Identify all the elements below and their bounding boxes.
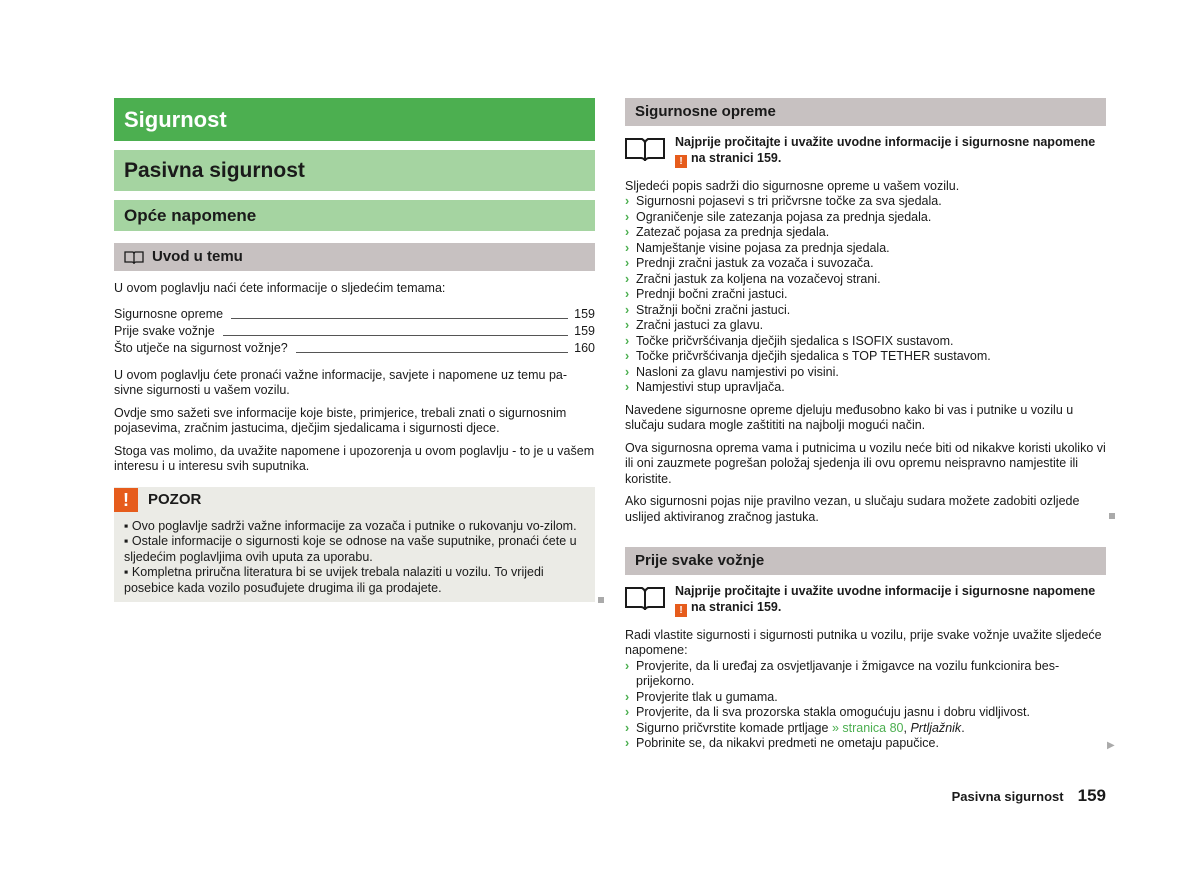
chevron-right-icon: ›: [625, 225, 630, 239]
intro-text: U ovom poglavlju naći ćete informacije o sljedećim temama:: [114, 281, 446, 295]
intro-heading: Uvod u temu: [152, 248, 243, 265]
intro-heading-bar: [114, 243, 595, 271]
section-title: Pasivna sigurnost: [114, 150, 595, 191]
book-icon: [625, 584, 665, 610]
list-item: › Zatezač pojasa za prednja sjedala.: [625, 225, 830, 239]
toc-page: 159: [574, 306, 595, 321]
section-heading: Sigurnosne opreme: [635, 103, 776, 120]
list-item: › Namjestivi stup upravljača.: [625, 380, 785, 394]
chevron-right-icon: ›: [625, 302, 630, 317]
continue-arrow-icon: ▶: [1107, 740, 1115, 751]
warning-icon: !: [114, 488, 138, 512]
chevron-right-icon: ›: [625, 380, 630, 394]
chevron-right-icon: ›: [625, 736, 630, 750]
section-end-marker: [1109, 513, 1115, 519]
chevron-right-icon: ›: [625, 720, 630, 735]
list-item: › Stražnji bočni zračni jastuci.: [625, 302, 791, 317]
paragraph: Ako sigurnosni pojas nije pravilno vezan, u slučaju sudara možete zadobiti ozljede uslijed aktiviranog zračnog jastuka.: [625, 494, 1080, 524]
warning-item: ▪ Ostale informacije o sigurnosti koje se odnose na vaše suputnike, pronaći ćete u sljedećim poglavljima ovih uputa za uporabu.: [124, 534, 577, 564]
chapter-ref: Prtljažnik: [910, 720, 962, 735]
list-item: › Prednji bočni zračni jastuci.: [625, 287, 788, 301]
toc-row[interactable]: [114, 323, 595, 340]
safety-notice: [625, 584, 1106, 617]
chevron-right-icon: ›: [625, 209, 630, 224]
list-item: › Nasloni za glavu namjestivi po visini.: [625, 364, 839, 379]
notice-line: [675, 600, 1095, 617]
chevron-right-icon: ›: [625, 689, 630, 704]
footer-section: Pasivna sigurnost: [951, 789, 1064, 804]
book-icon: [124, 250, 144, 264]
warning-item: ▪ Kompletna priručna literatura bi se uvijek trebala nalaziti u vozilu. To vrijedi posebice kada vozilo posuđujete drugima ili ga prodajete.: [124, 565, 544, 595]
left-column: [114, 98, 595, 602]
chevron-right-icon: ›: [625, 256, 630, 270]
chevron-right-icon: ›: [625, 705, 630, 719]
toc-leader: [231, 318, 568, 319]
page-number: 159: [1077, 786, 1106, 805]
toc-label: Prije svake vožnje: [114, 323, 215, 338]
notice-page-ref[interactable]: na stranici 159.: [691, 599, 782, 614]
notice-line: [675, 151, 1095, 168]
warning-title: POZOR: [148, 491, 202, 508]
toc-page: 159: [574, 323, 595, 338]
toc-leader: [296, 352, 568, 353]
notice-text: [675, 584, 1095, 617]
book-icon: [625, 135, 665, 161]
paragraph: Sljedeći popis sadrži dio sigurnosne opreme u vašem vozilu.: [625, 178, 960, 193]
toc-row[interactable]: [114, 340, 595, 357]
warning-item: ▪ Ovo poglavlje sadrži važne informacije za vozača i putnike o rukovanju vo-zilom.: [124, 518, 577, 533]
equipment-list: [625, 194, 1106, 396]
notice-page-ref[interactable]: na stranici 159.: [691, 150, 782, 165]
toc-page: 160: [574, 340, 595, 355]
paragraph: U ovom poglavlju ćete pronaći važne informacije, savjete i napomene uz temu pa-sivne sigurnosti u vašem vozilu.: [114, 367, 568, 397]
list-item: › Namještanje visine pojasa za prednja sjedala.: [625, 240, 890, 255]
paragraph: Navedene sigurnosne opreme djeluju međusobno kako bi vas i putnike u vozilu u slučaju sudara mogle zaštititi na najbolji mogući način.: [625, 402, 1074, 432]
list-item: › Točke pričvršćivanja dječjih sjedalica s ISOFIX sustavom.: [625, 333, 954, 348]
subsection-title: Opće napomene: [114, 200, 595, 231]
chevron-right-icon: ›: [625, 364, 630, 379]
page-link[interactable]: » stranica 80: [831, 720, 904, 735]
notice-text: [675, 135, 1095, 168]
chevron-right-icon: ›: [625, 271, 630, 286]
chevron-right-icon: ›: [625, 333, 630, 348]
list-item: › Sigurno pričvrstite komade prtljage » stranica 80, Prtljažnik.: [625, 720, 965, 735]
chevron-right-icon: ›: [625, 658, 630, 673]
list-item: › Pobrinite se, da nikakvi predmeti ne ometaju papučice.: [625, 736, 939, 750]
list-item: › Ograničenje sile zatezanja pojasa za prednja sjedala.: [625, 209, 932, 224]
toc-leader: [223, 335, 568, 336]
chevron-right-icon: ›: [625, 349, 630, 363]
warning-body: [114, 513, 595, 597]
toc-label: Što utječe na sigurnost vožnje?: [114, 340, 288, 355]
list-item: › Prednji zračni jastuk za vozača i suvozača.: [625, 256, 874, 270]
notice-line: Najprije pročitajte i uvažite uvodne informacije i sigurnosne napomene: [675, 584, 1096, 598]
list-item: › Provjerite, da li sva prozorska stakla omogućuju jasnu i dobru vidljivost.: [625, 705, 1030, 719]
list-item: › Provjerite tlak u gumama.: [625, 689, 778, 704]
section-heading-bar: [625, 547, 1106, 575]
warning-box: [114, 487, 595, 603]
section-end-marker: [598, 597, 604, 603]
chevron-right-icon: ›: [625, 287, 630, 301]
list-item: › Zračni jastuci za glavu.: [625, 318, 764, 332]
toc-label: Sigurnosne opreme: [114, 306, 224, 321]
paragraph: Stoga vas molimo, da uvažite napomene i upozorenja u ovom poglavlju - to je u vašem interesu i u interesu svih suputnika.: [114, 443, 595, 473]
table-of-contents: [114, 306, 595, 357]
chevron-right-icon: ›: [625, 194, 630, 208]
check-list: [625, 659, 1106, 752]
toc-row[interactable]: [114, 306, 595, 323]
paragraph: Radi vlastite sigurnosti i sigurnosti putnika u vozilu, prije svake vožnje uvažite sljedeće napomene:: [625, 627, 1102, 657]
chevron-right-icon: ›: [625, 240, 630, 255]
paragraph: Ova sigurnosna oprema vama i putnicima u vozilu neće biti od nikakve koristi ukoliko vi ili oni zauzmete pogrešan položaj sjedenja ili ovu opremu neispravno namjestite ili koristite.: [625, 440, 1106, 486]
section-heading-bar: [625, 98, 1106, 126]
safety-notice: [625, 135, 1106, 168]
chevron-right-icon: ›: [625, 318, 630, 332]
warning-icon: !: [675, 155, 687, 168]
right-column: [625, 98, 1106, 752]
warning-header: [114, 487, 595, 513]
chapter-title: Sigurnost: [114, 98, 595, 141]
list-item: › Zračni jastuk za koljena na vozačevoj strani.: [625, 271, 881, 286]
notice-line: Najprije pročitajte i uvažite uvodne informacije i sigurnosne napomene: [675, 135, 1096, 149]
page-footer: [952, 786, 1106, 806]
paragraph: Ovdje smo sažeti sve informacije koje biste, primjerice, trebali znati o sigurnosnim pojasevima, zračnim jastucima, dječjim sjedalicama i sigurnosti djece.: [114, 405, 567, 435]
list-item: › Točke pričvršćivanja dječjih sjedalica s TOP TETHER sustavom.: [625, 349, 991, 363]
section-heading: Prije svake vožnje: [635, 552, 765, 569]
list-item: › Sigurnosni pojasevi s tri pričvrsne točke za sva sjedala.: [625, 194, 942, 208]
list-item: › Provjerite, da li uređaj za osvjetljavanje i žmigavce na vozilu funkcionira bes-prijekorno.: [625, 658, 1060, 688]
warning-icon: !: [675, 604, 687, 617]
